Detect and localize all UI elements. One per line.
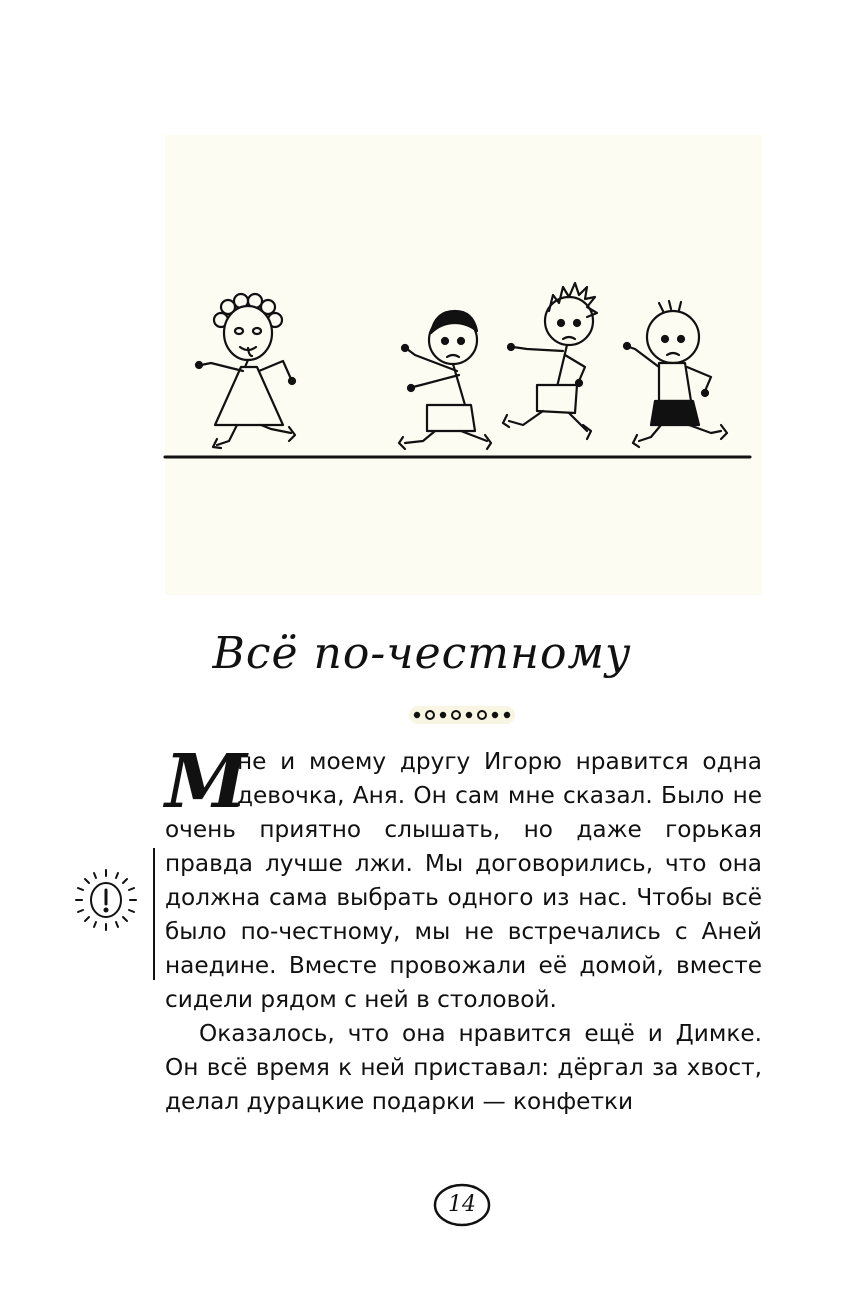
girl-figure <box>196 294 295 448</box>
page-number: 14 <box>448 1192 476 1217</box>
drop-cap <box>165 739 247 825</box>
boy-figure-dark-hair <box>399 311 491 449</box>
four-children-running-illustration <box>165 135 762 595</box>
paragraph-2: Оказалось, что она нравится ещё и Димке. Он всё время к ней приставал: дёргал за хвост, делал дурацкие подарки — конфетки <box>165 1020 762 1115</box>
exclamation-sun-icon <box>66 848 158 980</box>
dotted-ornament-icon <box>409 706 515 724</box>
chapter-title: Всё по-честному <box>212 628 632 679</box>
chapter-illustration <box>165 135 762 595</box>
paragraph-1: не и моему другу Игорю нравится одна девочка, Аня. Он сам мне сказал. Было не очень приятно слышать, но даже горькая правда лучше лжи. Мы договорились, что она должна сама выбрать одного из нас. Чтобы всё было по-честному, мы не встречались с Аней наедине. Вместе провожали её домой, вместе сидели рядом с ней в столовой. <box>165 748 762 1013</box>
story-text <box>165 739 762 1119</box>
boy-figure-dark-shorts <box>624 301 727 447</box>
drop-cap-letter: М <box>165 739 247 825</box>
boy-figure-spiky-hair <box>503 283 597 439</box>
